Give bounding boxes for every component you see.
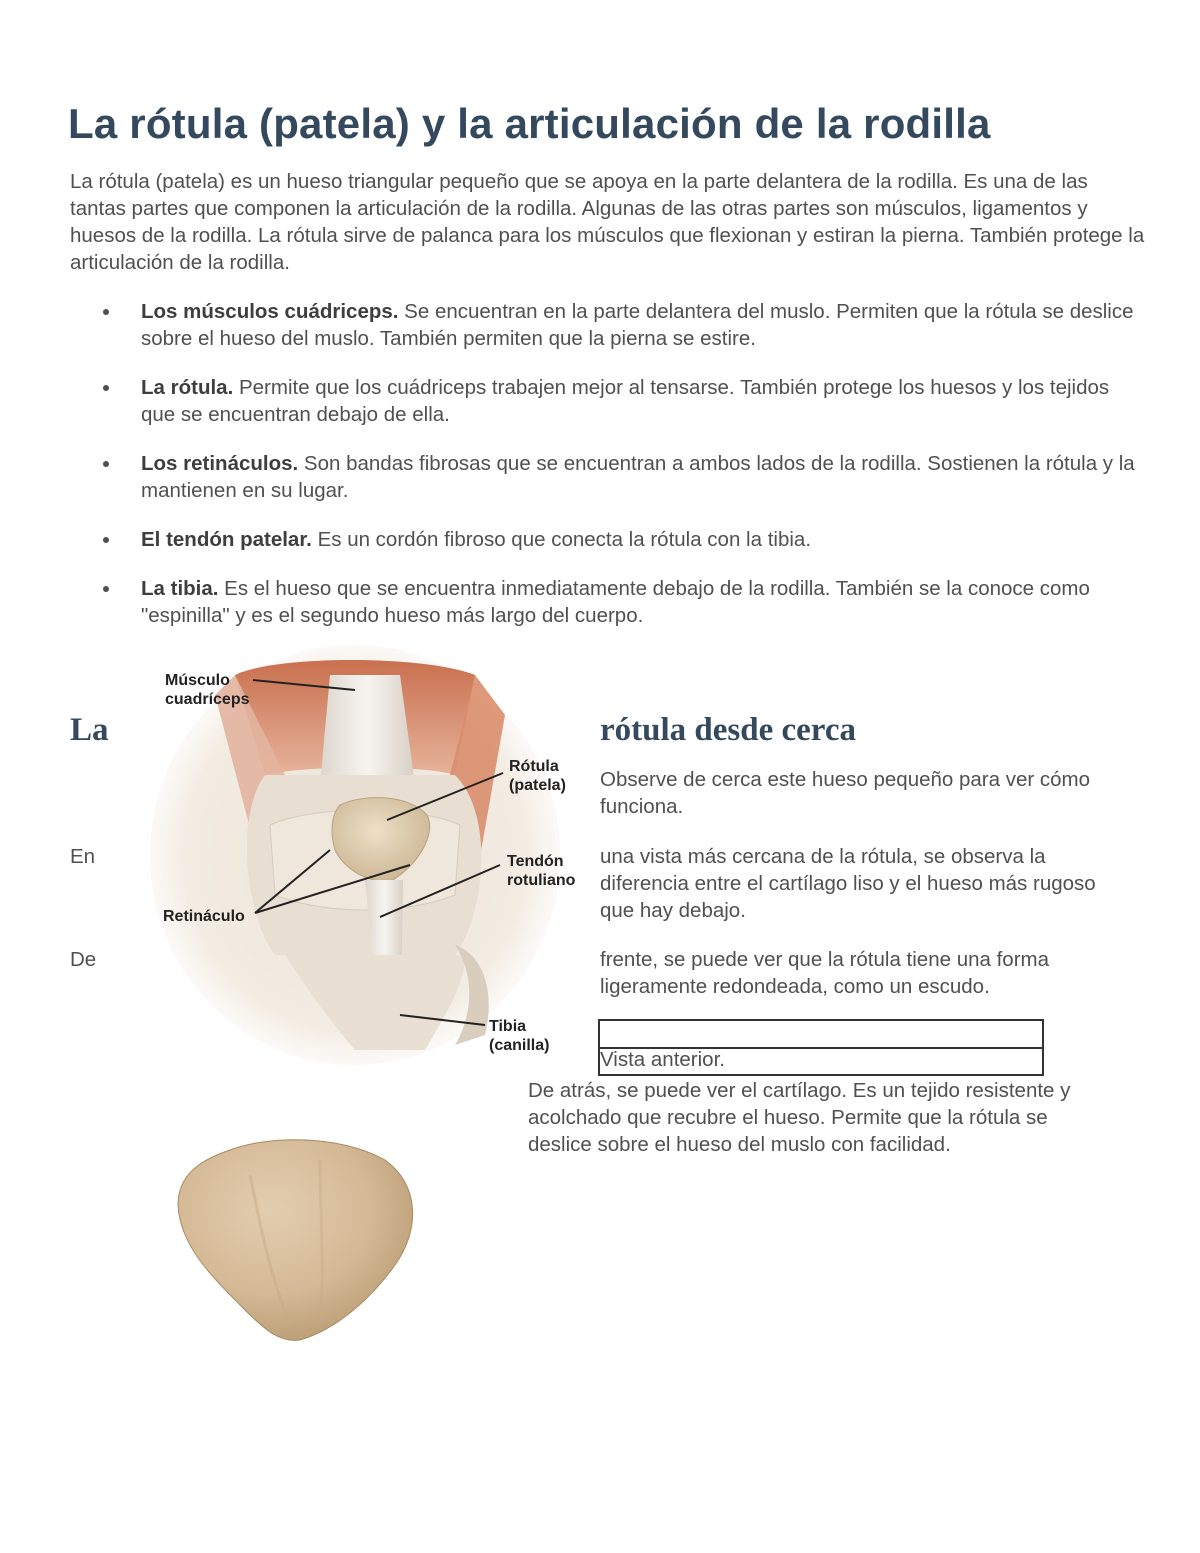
label-quadriceps-line1: Músculo [165,672,230,689]
patella-anterior-view-illustration [170,1135,430,1345]
section-heading-right: rótula desde cerca [600,712,856,748]
list-item-text: Permite que los cuádriceps trabajen mejor al tensarse. También protege los huesos y los tejidos que se encuentran debajo de ella. [141,376,1110,426]
list-item-term: La tibia. [141,577,219,600]
list-item-term: La rótula. [141,376,234,399]
bullet-icon [103,385,109,391]
label-patella-line2: (patela) [509,777,566,794]
label-tibia-line1: Tibia [489,1018,527,1035]
list-item-text: Es un cordón fibroso que conecta la rótula con la tibia. [311,528,812,551]
caption-box-top [598,1019,1044,1049]
list-item [100,526,1145,553]
intro-paragraph: La rótula (patela) es un hueso triangular pequeño que se apoya en la parte delantera de la rodilla. Es una de las tantas partes que componen la articulación de la rodilla. Algunas de las otras partes son músculos, ligamentos y huesos de la rodilla. La rótula sirve de palanca para los músculos que flexionan y estiran la pierna. También protege la articulación de la rodilla. [70,170,1145,274]
label-quadriceps-line2: cuadríceps [165,691,250,708]
bullet-icon [103,461,109,467]
figure-caption: Vista anterior. [600,1048,725,1071]
section-heading-left: La [70,712,109,748]
paragraph-lead-word: De [70,948,97,971]
bullet-icon [103,586,109,592]
label-tendon-line1: Tendón [507,853,564,870]
bullet-icon [103,309,109,315]
knee-anatomy-illustration [155,655,585,1065]
list-item-text: Son bandas fibrosas que se encuentran a ambos lados de la rodilla. Sostienen la rótula y la mantienen en su lugar. [141,452,1135,502]
paragraph-lead-word: En [70,845,96,868]
label-tendon-line2: rotuliano [507,872,576,889]
parts-list [100,298,1145,651]
page-title: La rótula (patela) y la articulación de la rodilla [68,100,991,147]
list-item-term: Los músculos cuádriceps. [141,300,399,323]
label-tibia-line2: (canilla) [489,1037,550,1054]
list-item [100,374,1145,428]
quadriceps-tendon-shape [320,675,415,785]
label-patella-line1: Rótula [509,758,559,775]
bullet-icon [103,537,109,543]
back-view-paragraph: De atrás, se puede ver el cartílago. Es un tejido resistente y acolchado que recubre el hueso. Permite que la rótula se deslice sobre el hueso del muslo con facilidad. [528,1079,1071,1156]
list-item [100,575,1145,629]
list-item [100,450,1145,504]
list-item [100,298,1145,352]
list-item-term: Los retináculos. [141,452,299,475]
list-item-text: Se encuentran en la parte delantera del muslo. Permiten que la rótula se deslice sobre el hueso del muslo. También permiten que la pierna se estire. [141,300,1134,350]
patella-bone-shape [178,1140,413,1341]
cartilage-paragraph: una vista más cercana de la rótula, se observa la diferencia entre el cartílago liso y el hueso más rugoso que hay debajo. [600,845,1096,922]
list-item-term: El tendón patelar. [141,528,312,551]
front-view-paragraph: frente, se puede ver que la rótula tiene una forma ligeramente redondeada, como un escudo. [600,948,1050,998]
caption-box [598,1047,1044,1076]
closeup-paragraph: Observe de cerca este hueso pequeño para ver cómo funciona. [600,768,1091,818]
label-retinaculum: Retináculo [163,908,245,925]
list-item-text: Es el hueso que se encuentra inmediatamente debajo de la rodilla. También se la conoce como "espinilla" y es el segundo hueso más largo del cuerpo. [141,577,1090,627]
